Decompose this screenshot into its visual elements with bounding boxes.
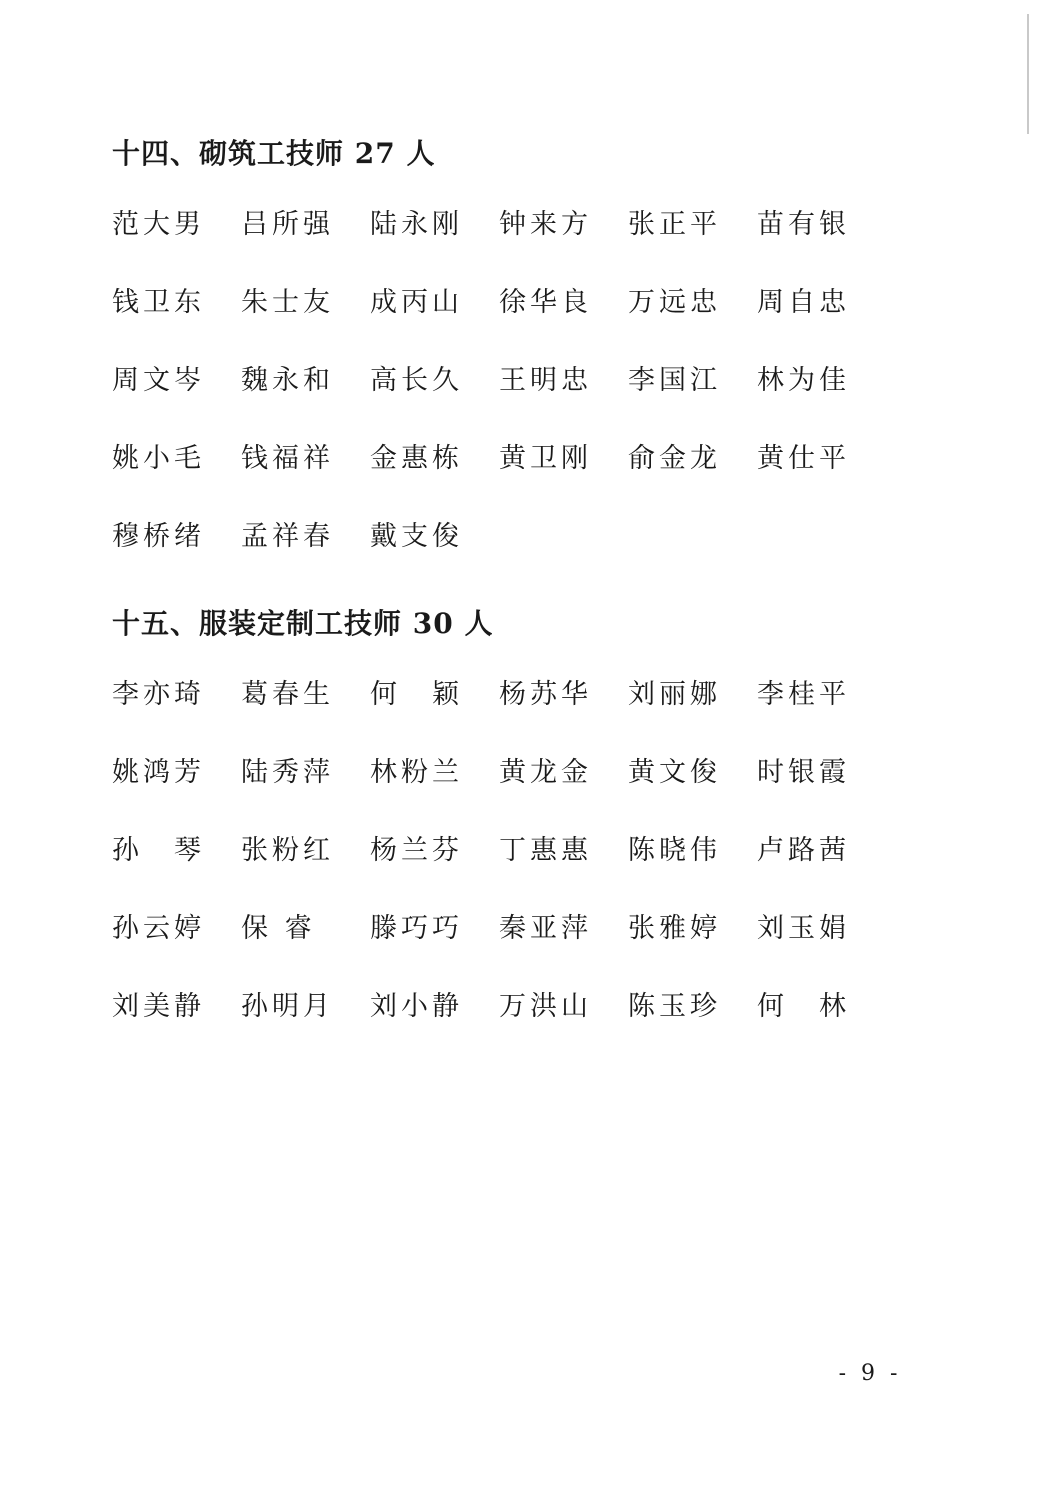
- person-name: 滕巧巧: [370, 913, 463, 944]
- person-name: 张正平: [628, 209, 721, 240]
- person-name: 戴支俊: [370, 521, 463, 552]
- person-name: 俞金龙: [628, 443, 721, 474]
- person-name: 万远忠: [628, 287, 721, 318]
- person-name: 钱福祥: [241, 443, 334, 474]
- person-name: 魏永和: [241, 365, 334, 396]
- person-name: 孙明月: [241, 991, 334, 1022]
- person-name: 黄文俊: [628, 757, 721, 788]
- person-name: 张粉红: [241, 835, 334, 866]
- person-name: 李亦琦: [112, 679, 205, 710]
- person-name: 刘丽娜: [628, 679, 721, 710]
- person-name: 陈晓伟: [628, 835, 721, 866]
- person-name: 姚小毛: [112, 443, 205, 474]
- person-name: 刘美静: [112, 991, 205, 1022]
- person-name: 王明忠: [499, 365, 592, 396]
- person-name: 钟来方: [499, 209, 592, 240]
- person-name: 穆桥绪: [112, 521, 205, 552]
- person-name: 孟祥春: [241, 521, 334, 552]
- person-name: 金惠栋: [370, 443, 463, 474]
- person-name: 秦亚萍: [499, 913, 592, 944]
- section-masonry-technicians: [112, 132, 932, 600]
- person-name: 孙云婷: [112, 913, 205, 944]
- section-title: 十五、服装定制工技师 30 人: [112, 607, 494, 640]
- person-name: 陆秀萍: [241, 757, 334, 788]
- person-name: 保 睿: [241, 913, 316, 944]
- section-title: 十四、砌筑工技师 27 人: [112, 137, 436, 170]
- person-name: 林粉兰: [370, 757, 463, 788]
- person-name: 黄卫刚: [499, 443, 592, 474]
- person-name: 杨苏华: [499, 679, 592, 710]
- person-name: 姚鸿芳: [112, 757, 205, 788]
- person-name: 徐华良: [499, 287, 592, 318]
- person-name: 成丙山: [370, 287, 463, 318]
- person-name: 黄龙金: [499, 757, 592, 788]
- person-name: 刘小静: [370, 991, 463, 1022]
- person-name: 刘玉娟: [757, 913, 850, 944]
- person-name: 李桂平: [757, 679, 850, 710]
- person-name: 丁惠惠: [499, 835, 592, 866]
- person-name: 葛春生: [241, 679, 334, 710]
- person-name: 卢路茜: [757, 835, 850, 866]
- section-tailoring-technicians: [112, 602, 932, 1070]
- name-grid: [112, 210, 932, 600]
- person-name: 周文岑: [112, 365, 205, 396]
- person-name: 李国江: [628, 365, 721, 396]
- person-name: 何 林: [757, 991, 850, 1022]
- scan-edge-line: [1027, 14, 1029, 134]
- person-name: 万洪山: [499, 991, 592, 1022]
- person-name: 高长久: [370, 365, 463, 396]
- person-name: 张雅婷: [628, 913, 721, 944]
- page-number: - 9 -: [838, 1361, 902, 1386]
- person-name: 朱士友: [241, 287, 334, 318]
- person-name: 陈玉珍: [628, 991, 721, 1022]
- person-name: 何 颖: [370, 679, 463, 710]
- person-name: 孙 琴: [112, 835, 205, 866]
- person-name: 苗有银: [757, 209, 850, 240]
- person-name: 周自忠: [757, 287, 850, 318]
- person-name: 时银霞: [757, 757, 850, 788]
- name-grid: [112, 680, 932, 1070]
- person-name: 黄仕平: [757, 443, 850, 474]
- person-name: 吕所强: [241, 209, 334, 240]
- person-name: 范大男: [112, 209, 205, 240]
- person-name: 林为佳: [757, 365, 850, 396]
- person-name: 陆永刚: [370, 209, 463, 240]
- person-name: 杨兰芬: [370, 835, 463, 866]
- person-name: 钱卫东: [112, 287, 205, 318]
